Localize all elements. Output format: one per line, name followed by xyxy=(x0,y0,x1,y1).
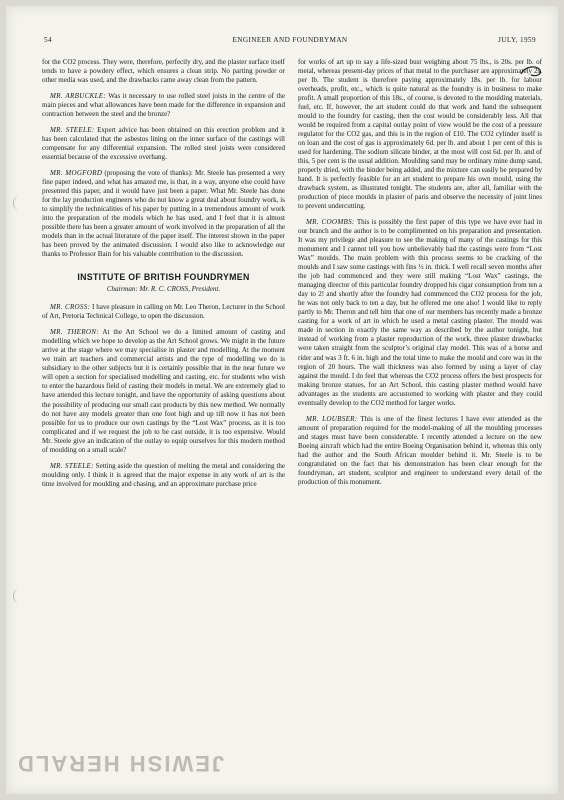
journal-title: ENGINEER AND FOUNDRYMAN xyxy=(232,36,348,44)
speaker-name: MR. CROSS: xyxy=(50,303,91,312)
speaker-name: MR. THERON: xyxy=(50,328,99,337)
speaker-name: MR. COOMBS: xyxy=(306,218,355,227)
page-number: 54 xyxy=(44,36,52,44)
paragraph: MR. STEELE: Expert advice has been obtained on this erection problem and it has been calculated that the asbestos lining on the inner surface of the castings will compensate for any differential expansion. The rolled steel joists were considered essential because of the excessive overhang. xyxy=(42,126,285,162)
paragraph: MR. THERON: At the Art School we do a limited amount of casting and modelling which we hope to develop as the Art School grows. We might in the future arrive at the stage where we may specialise in plaster and modelling. At the moment we train art teachers and commercial artists and the type of modelling we do is subsidiary to the other subjects but it is certainly possible that in the near future we will open a section for specialised modelling and casting, etc. for students who wish to enter the hazardous field of casting their models in metal. We are extremely glad to have attended this lecture tonight, and have the opportunity of asking questions about the possibility of producing our small cast products by this new method. We normally do not have any models greater than one foot high and up till now it has not been possible for us to produce our own castings by the “Lost Wax” process, as it is too complicated and if we request the job to be cast outside, it is too expensive. Would Mr. Steele give an indication of the outlay to equip ourselves for this modern method of moulding on a small scale? xyxy=(42,328,285,454)
printed-page xyxy=(6,6,558,794)
speaker-name: MR. STEELE: xyxy=(50,126,95,135)
paragraph: for the CO2 process. They were, therefore, perfectly dry, and the plaster surface itself tends to have a powdery effect, which ensures a clean strip. No parting powder or other media was used, and the drawbacks came away clean from the pattern. xyxy=(42,58,285,85)
paragraph: MR. COOMBS: This is possibly the first paper of this type we have ever had in our branch and the author is to be complimented on his preparation and presentation. It was my privilege and pleasure to see the making of many of the castings for this monument and I cannot tell you how unbelievably bad the castings were from “Lost Wax” moulds. The main problem with this process seems to be cracking of the moulds and I saw some castings with fins ½ in. thick. I well recall seven months after the job had commenced and they were still making “Lost Wax” castings, the managing director of this particular foundry dropped his cigar consumption from ten a day to 2! and shortly after the foundry had commenced the CO2 process for the job, he was not only back to ten a day, but he offered me one also! I would like to reply partly to Mr. Theron and tell him that one of our members has recently made a bronze casting for a work of art in which he used a metal casting plaster. The mould was made in section in exactly the same way as described by the author tonight, but instead of working from a plaster reproduction of the work, three plaster drawbacks were taken straight from the sculptor’s original clay model. This was of a horse and rider and was 3 ft. 6 in. high and the total time to make the mould and core was in the region of 20 hours. The wall thickness was also formed by using a layer of clay against the mould. I do feel that whereas the CO2 process offers the best prospects for making bronze statues, for an Art School, this casting plaster method would have advantages as the students are accustomed to working with plaster and they could eventually develop to the CO2 method for larger works. xyxy=(298,218,543,407)
chairman-line: Chairman: Mr. R. C. CROSS, President. xyxy=(106,285,221,294)
section-heading: INSTITUTE OF BRITISH FOUNDRYMEN xyxy=(77,272,250,283)
paragraph: MR. LOUBSER: This is one of the finest lectures I have ever attended as the amount of preparation required for the model-making of all the moulding processes and stages must have been considerable. I recently attended a lecture on the new Boeing aircraft which had the entire Boeing Organisation behind it, whereas this only had the author and the South African moulder behind it. Mr. Steele is to be congratulated on the fact that his demonstration has been clear enough for the foundryman, art student, sculptor and engineer to understand every detail of the production of this monument. xyxy=(298,414,542,486)
speaker-name: MR. ARBUCKLE: xyxy=(50,92,107,101)
paragraph: MR. ARBUCKLE: Was it necessary to use rolled steel joists in the centre of the main pieces and what allowances have been made for the difference in expansion and contraction between the steel and the bronze? xyxy=(42,92,285,119)
paragraph: for works of art up to say a life-sized bust weighing about 75 lbs., is 20s. per lb. of metal, whereas present-day prices of that metal to the purchaser are approximately 2s. per lb. The student is therefore paying approximately 18s. per lb. for labour overheads, profit, etc., which is quite natural as the foundry is in business to make profit. A small proportion of this 18s., of course, is devoted to the moulding materials, fuel, etc. If, however, the art student could do that work and hand the subsequent mould to the foundry for casting, then the cost would be considerably less. All that would be required from a capital outlay point of view would be the cost of a pressure regulator for the CO2 gas, and this is in the region of £10. The CO2 cylinder itself is on loan and the cost of gas is approximately 6d. per lb. and about 1 per cent of this is used for hardening. The sodium silicate binder, at the most will cost 6d. per lb. and of this, 5 per cent is the usual addition. Moulding sand may be ordinary mine dump sand, properly dried, with the binder being added, and the mixture can easily be prepared by hand. It is perfectly feasible for an art student to prepare his own mould, using the drawback system, as illustrated tonight. The students are, after all, familiar with the production of piece moulds in plaster of paris and observe the necessity of joint lines to prevent undercutting. xyxy=(298,58,542,211)
paragraph: MR. MOGFORD (proposing the vote of thanks): Mr. Steele has presented a very fine paper indeed, and what has amazed me, is that, in a way, anyone else could have presented this paper, and it would have just been a paper. What Mr. Steele has done for the lay production engineers who do not know a great deal about foundry work, is to simplify the technicalities of his paper by putting in a tremendous amount of work into the preparation of the models which he has used, and I feel that it is almost possible there has been a greater amount of work involved in the preparation of all the models than in the actual literature of the paper itself. The interest shown in the paper has been proved by the animated discussion. I would also like to acknowledge our thanks to Professor Bain for his valuable contribution to the discussion. xyxy=(42,169,285,259)
show-through-masthead: JEWISH HERALD xyxy=(16,751,225,776)
speaker-name: MR. STEELE: xyxy=(50,461,94,470)
right-column xyxy=(298,58,542,494)
paragraph: MR. CROSS: I have pleasure in calling on Mr. Leo Theron, Lecturer in the School of Art, Pretoria Technical College, to open the discussion. xyxy=(42,303,285,321)
binder-hole xyxy=(13,196,25,210)
paragraph: MR. STEELE: Setting aside the question of melting the metal and considering the moulding only. I think it is agreed that the major expense in any work of art is the time involved for moulding and chasing, and an approximate purchase price xyxy=(42,461,285,488)
issue-date: JULY, 1959 xyxy=(498,36,536,44)
binder-hole xyxy=(13,589,25,603)
left-column xyxy=(42,58,285,496)
speaker-name: MR. MOGFORD xyxy=(50,169,103,178)
running-header xyxy=(44,36,536,48)
speaker-name: MR. LOUBSER: xyxy=(306,414,358,423)
